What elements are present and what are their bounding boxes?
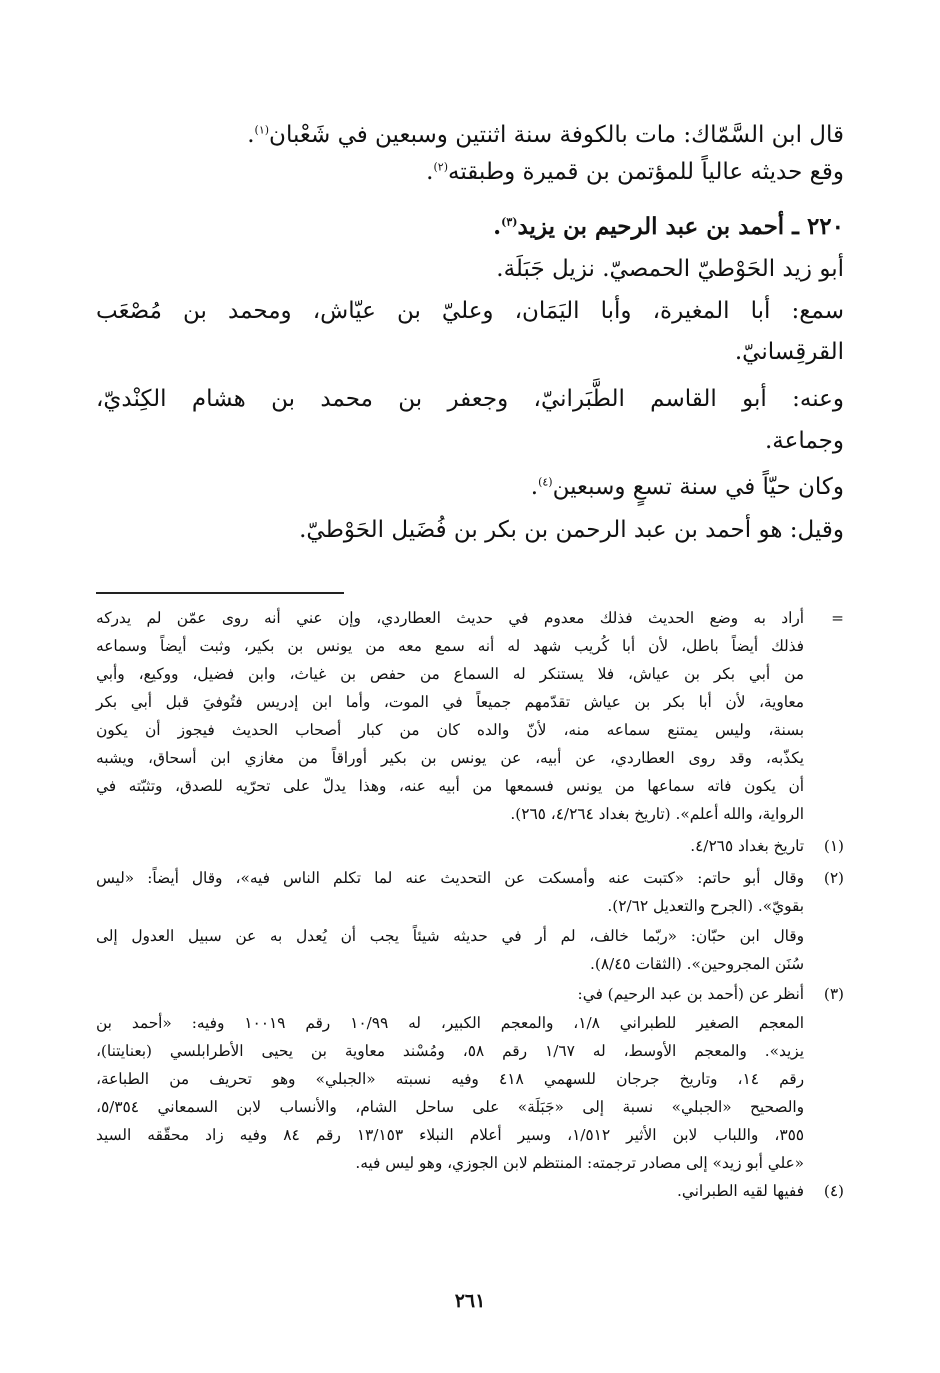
footnote-line: رقم ١٤، وتاريخ جرجان للسهمي ٤١٨ وفيه نسبته «الجبلي» وهو تحريف من الطباعة،: [96, 1070, 804, 1088]
footnote-number: (٢): [823, 869, 844, 887]
footnote-line: وقال ابن حبّان: «ربّما خالف، لم أر في حديثه شيئاً يجب أن يُعدل به عن سبيل العدول إلى: [96, 927, 804, 945]
footnote-line: بقويّ». (الجرح والتعديل ٢/٦٢).: [607, 897, 804, 915]
text-line: وكان حيّاً في سنة تسعٍ وسبعين$^{(٤)}$.: [530, 474, 844, 500]
footnote-line: الرواية، والله أعلم». (تاريخ بغداد ٤/٢٦٤، ٢٦٥).: [510, 805, 804, 823]
footnote-line: أنظر عن (أحمد بن عبد الرحيم) في:: [577, 985, 804, 1003]
footnote-ref: (١): [254, 123, 270, 137]
footnote-number: (٣): [823, 985, 844, 1003]
footnote-line: ففيها لقيه الطبراني.: [677, 1182, 804, 1200]
footnote-line: سُنَن المجروحين». (الثقات ٨/٤٥).: [589, 955, 804, 973]
footnote-line: فذلك أيضاً باطل، لأن أبا كُريب شهد له أنه سمع معه من يونس بن بكير، وثبت أيضاً وسماعه: [96, 637, 804, 655]
footnote-line: معاوية، لأن أبا بكر بن عياش تقدّمهم جميعاً في الموت، وأما ابن إدريس فتُوفيَ قبل أبي بكر: [96, 693, 804, 711]
footnote-line: بسنة، وليس يمتنع سماعه منه، لأنّ والده كان من كبار أصحاب الحديث فيجوز أن يكون: [96, 721, 804, 739]
page-number: ٢٦١: [454, 1290, 486, 1312]
footnote-line: يزيد». والمعجم الأوسط، له ١/٦٧ رقم ٥٨، ومُسْند معاوية بن يحيى الأطرابلسي (بعنايتنا)،: [96, 1042, 805, 1060]
footnote-separator: [96, 592, 344, 594]
footnote-number: (٤): [823, 1182, 844, 1200]
footnote-line: وقال أبو حاتم: «كتبت عنه وأمسكت عن التحديث عنه لما تكلم الناس فيه»، وقال أيضاً: «ليس: [96, 869, 804, 887]
footnote-line: والصحيح «الجبلي» نسبة إلى «جَبَلَة» على ساحل الشام، والأنساب لابن السمعاني ٥/٣٥٤،: [96, 1098, 804, 1116]
entry-heading: ٢٢٠ ـ أحمد بن عبد الرحيم بن يزيد$^{(٣)}$.: [493, 213, 844, 240]
footnote-line: المعجم الصغير للطبراني ١/٨، والمعجم الكبير، له ١٠/٩٩ رقم ١٠٠١٩ وفيه: «أحمد بن: [96, 1014, 804, 1032]
text-line: أبو زيد الحَوْطيّ الحمصيّ. نزيل جَبَلَة.: [496, 256, 844, 282]
footnote-line: «علي أبو زيد» إلى مصادر ترجمته: المنتظم لابن الجوزي، وهو ليس فيه.: [355, 1154, 804, 1172]
text-line: القرقِسانيّ.: [734, 339, 844, 365]
text-line: وجماعة.: [765, 428, 844, 454]
text-line: قال ابن السَّمّاك: مات بالكوفة سنة اثنتين وسبعين في شَعْبان$^{(١)}$.: [247, 122, 844, 148]
text-line: وقع حديثه عالياً للمؤتمن بن قميرة وطبقته$^{(٢)}$.: [426, 159, 844, 185]
footnote-line: أن يكون فاته سماعها من يونس فسمعها من أبيه عنه، وهذا يدلّ على تحرّيه للصدق، وتثبّته في: [96, 777, 804, 795]
footnote-ref: (٣): [501, 215, 518, 229]
footnote-line: من أبي بكر بن عياش، فلا يستنكر له السماع من حفص بن غياث، وابن فضيل، ووكيع، وأبي: [96, 665, 804, 683]
text-line: وقيل: هو أحمد بن عبد الرحمن بن بكر بن فُضَيل الحَوْطيّ.: [299, 517, 844, 543]
continuation-marker: =: [831, 609, 844, 627]
footnote-ref: (٤): [538, 475, 553, 489]
footnote-line: ٣٥٥، واللباب لابن الأثير ١/٥١٢، وسير أعلام النبلاء ١٣/١٥٣ رقم ٨٤ وفيه زاد محقّقه السيد: [96, 1126, 805, 1144]
footnote-line: أراد به وضع الحديث فذلك معدوم في حديث العطاردي، وإن عني أنه روى عمّن لم يدركه: [96, 609, 804, 627]
text-line: وعنه: أبو القاسم الطَّبَرانيّ، وجعفر بن محمد بن هشام الكِنْديّ،: [96, 386, 844, 412]
footnote-line: يكذّبه، وقد روى العطاردي، عن أبيه، عن يونس بن بكير أوراقاً من مغازي ابن أسحاق، ويشبه: [96, 749, 804, 767]
footnote-line: تاريخ بغداد ٤/٢٦٥.: [690, 837, 804, 855]
footnote-ref: (٢): [433, 160, 448, 174]
text-line: سمع: أبا المغيرة، وأبا اليَمَان، وعليّ بن عيّاش، ومحمد بن مُصْعَب: [96, 298, 844, 324]
footnote-number: (١): [823, 837, 844, 855]
